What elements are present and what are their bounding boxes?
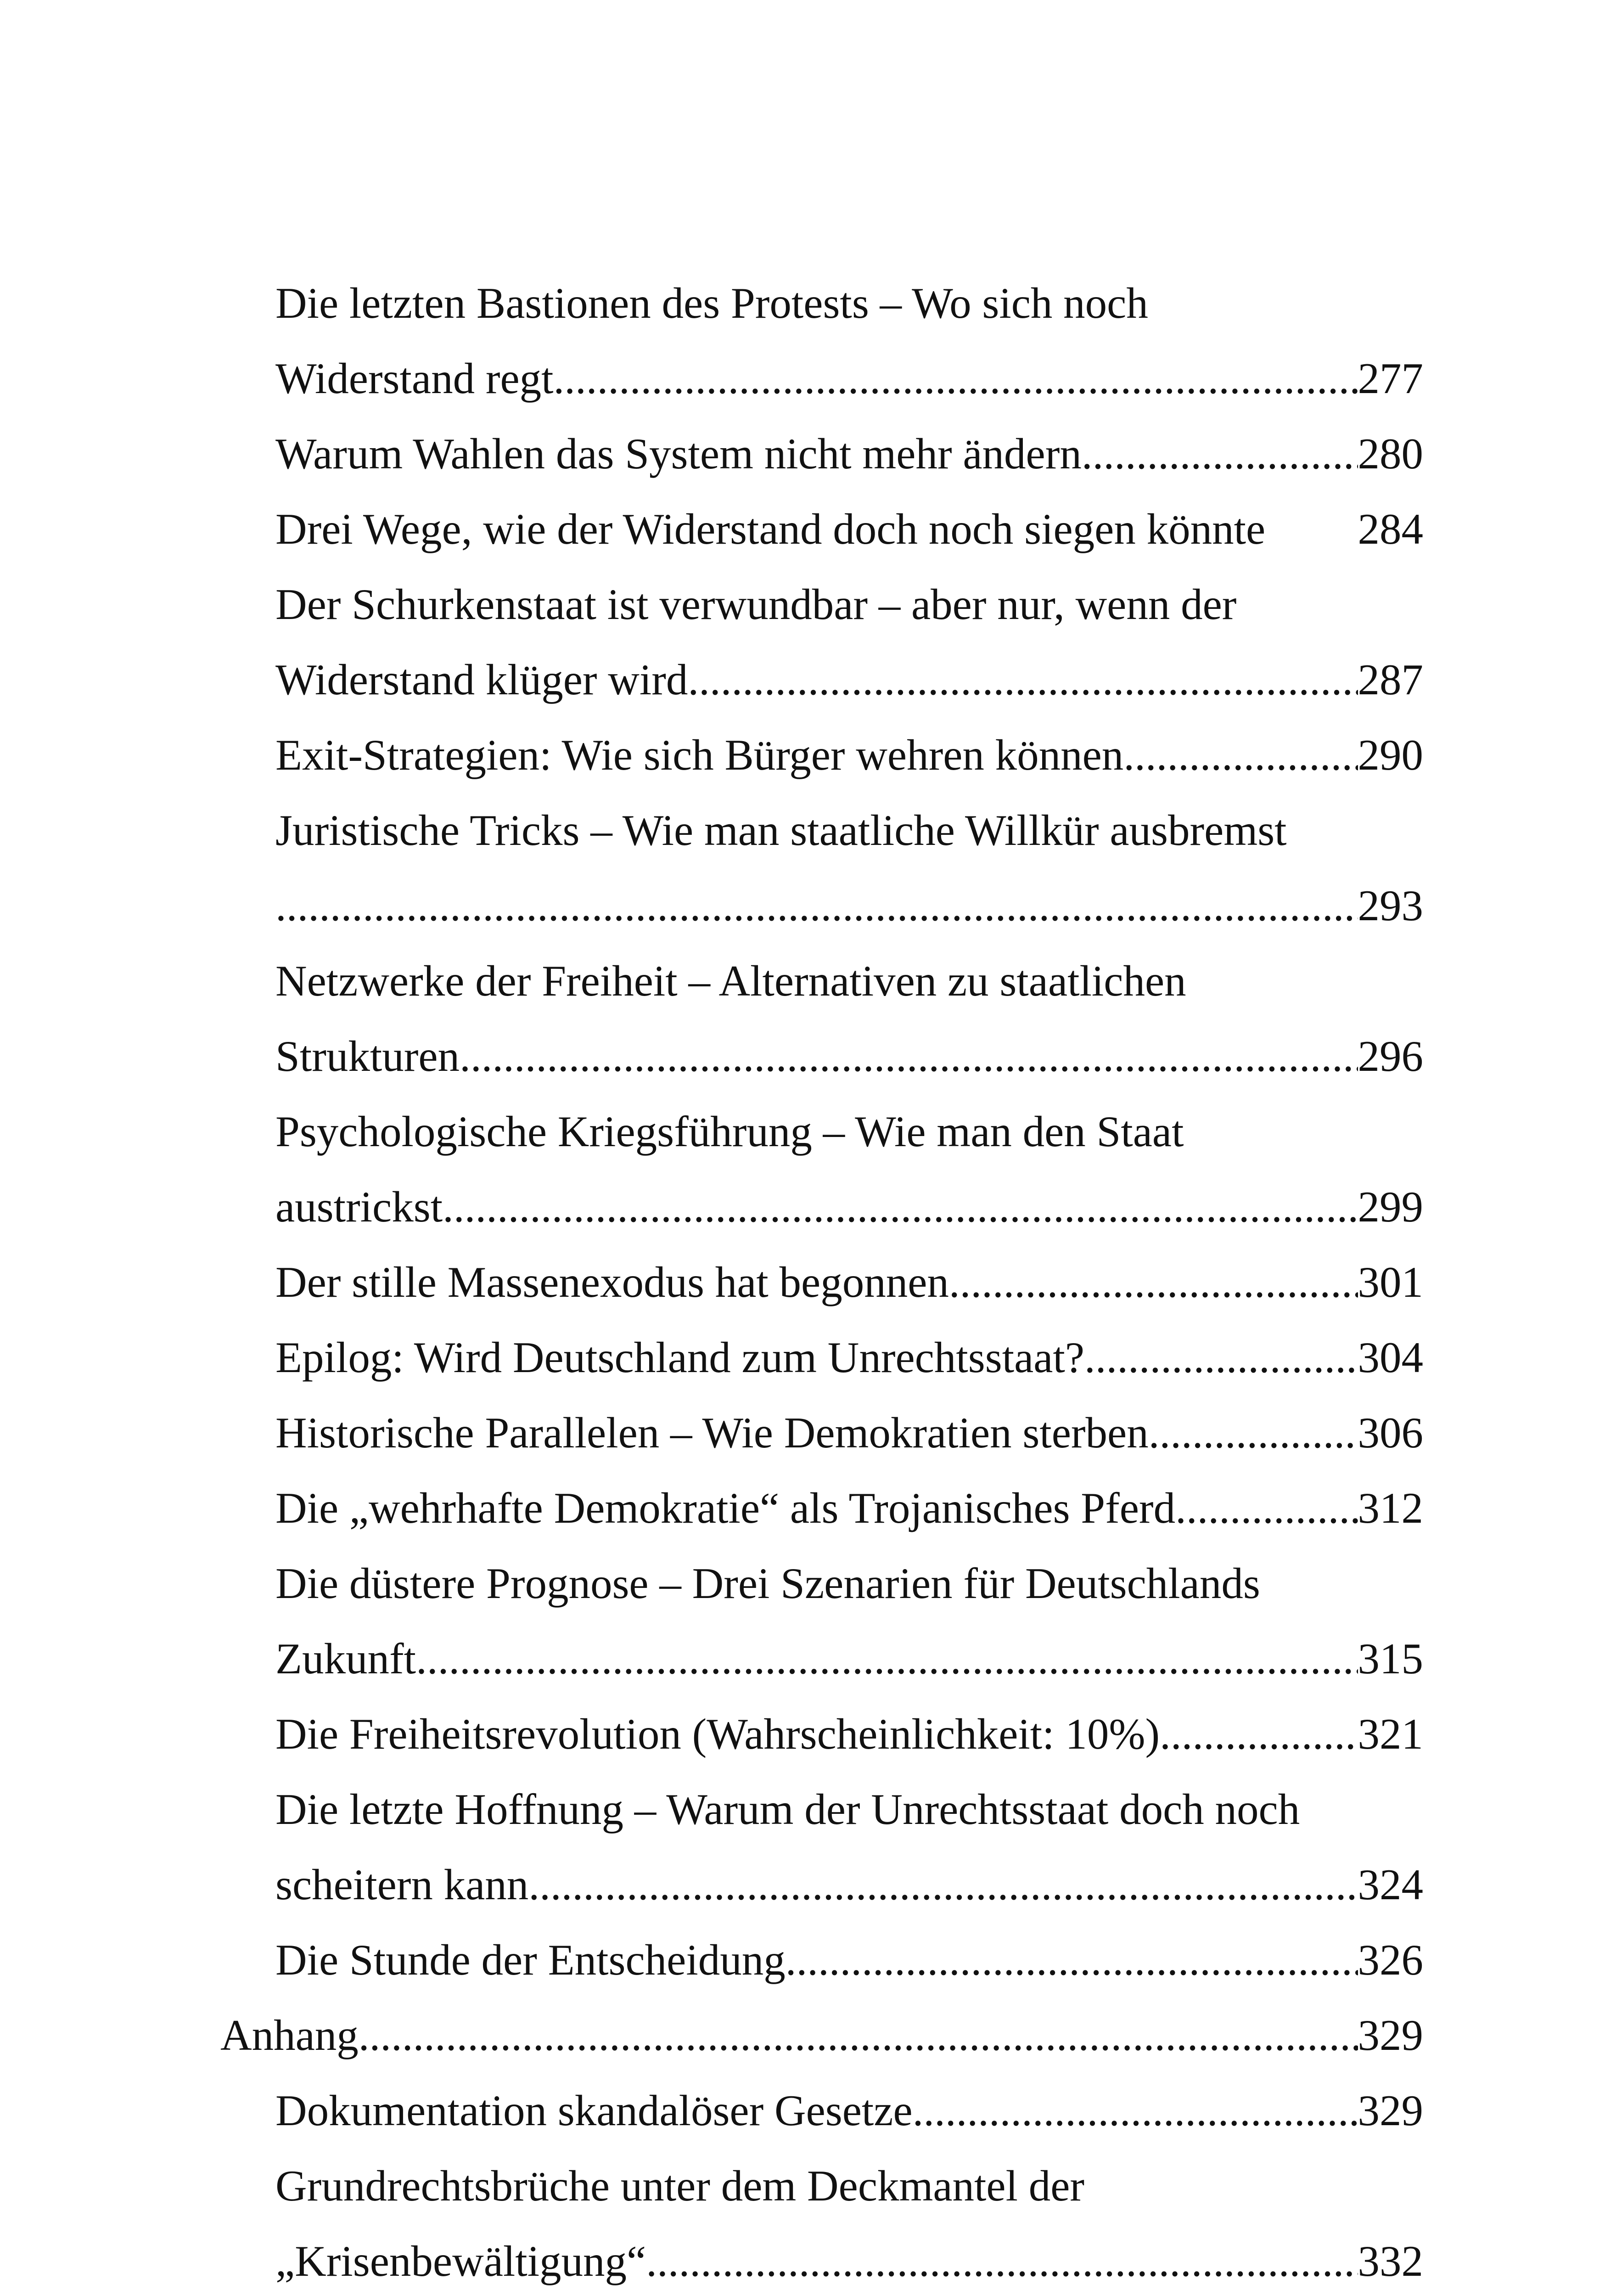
toc-entry xyxy=(220,1320,1423,1395)
toc-page-number: 299 xyxy=(1358,1182,1423,1231)
toc-entry-title: Die Stunde der Entscheidung xyxy=(275,1936,786,1984)
toc-page-number: 284 xyxy=(1358,505,1423,553)
toc-chapter-entry xyxy=(220,1998,1423,2073)
toc-entry xyxy=(220,416,1423,491)
dot-leader xyxy=(1084,1320,1358,1395)
toc-entry xyxy=(220,1019,1423,1094)
toc-entry xyxy=(220,1696,1423,1772)
toc-page-number: 326 xyxy=(1358,1936,1423,1984)
toc-entry-title: Die Freiheitsrevolution (Wahrscheinlichkeit: 10%) xyxy=(275,1710,1160,1758)
toc-page-number: 324 xyxy=(1358,1860,1423,1909)
toc-entry-title: Widerstand klüger wird xyxy=(275,655,688,704)
dot-leader xyxy=(786,1922,1358,1998)
dot-leader xyxy=(1082,416,1358,491)
toc-entry-title: Warum Wahlen das System nicht mehr ändern xyxy=(275,429,1082,478)
toc-entry xyxy=(220,1922,1423,1998)
toc-entry-title: Die düstere Prognose – Drei Szenarien für Deutschlands xyxy=(275,1559,1260,1608)
toc-entry xyxy=(220,868,1423,943)
toc-entry xyxy=(220,491,1423,567)
toc-entry-line xyxy=(220,1546,1423,1621)
toc-entry-title: Widerstand regt xyxy=(275,354,554,403)
toc-entry xyxy=(220,1169,1423,1244)
dot-leader xyxy=(359,1998,1358,2073)
toc-page-number: 293 xyxy=(1358,881,1423,930)
toc-entry-line xyxy=(220,943,1423,1019)
toc-entry xyxy=(220,341,1423,416)
dot-leader xyxy=(528,1847,1358,1922)
toc-entry-title: Psychologische Kriegsführung – Wie man den Staat xyxy=(275,1107,1184,1156)
toc-entry-line xyxy=(220,793,1423,868)
toc-entry-title: scheitern kann xyxy=(275,1860,529,1909)
toc-entry-line xyxy=(220,1772,1423,1847)
dot-leader xyxy=(416,1621,1358,1696)
toc-entry-title: Der stille Massenexodus hat begonnen xyxy=(275,1258,949,1306)
toc-page-number: 315 xyxy=(1358,1634,1423,1683)
toc-entry xyxy=(220,2073,1423,2148)
dot-leader xyxy=(443,1169,1358,1244)
table-of-contents xyxy=(220,265,1423,2296)
dot-leader xyxy=(460,1019,1358,1094)
toc-entry-title: Die „wehrhafte Demokratie“ als Trojanisches Pferd xyxy=(275,1484,1176,1532)
toc-entry-title: „Krisenbewältigung“ xyxy=(275,2237,646,2285)
dot-leader xyxy=(1149,1395,1358,1470)
toc-page-number: 332 xyxy=(1358,2237,1423,2285)
toc-entry xyxy=(220,2223,1423,2296)
toc-page-number: 304 xyxy=(1358,1333,1423,1382)
dot-leader xyxy=(913,2073,1358,2148)
toc-entry-title: Juristische Tricks – Wie man staatliche Willkür ausbremst xyxy=(275,806,1287,855)
toc-page-number: 312 xyxy=(1358,1484,1423,1532)
toc-entry-title: Die letzten Bastionen des Protests – Wo sich noch xyxy=(275,279,1148,327)
toc-page-number: 306 xyxy=(1358,1408,1423,1457)
toc-entry-line xyxy=(220,2148,1423,2223)
toc-entry xyxy=(220,1621,1423,1696)
dot-leader xyxy=(554,341,1358,416)
toc-entry-title: Netzwerke der Freiheit – Alternativen zu staatlichen xyxy=(275,957,1186,1005)
dot-leader xyxy=(1175,1470,1358,1546)
toc-page-number: 296 xyxy=(1358,1032,1423,1080)
toc-entry xyxy=(220,1847,1423,1922)
dot-leader xyxy=(1123,717,1358,793)
toc-entry-title: Strukturen xyxy=(275,1032,460,1080)
toc-page-number: 329 xyxy=(1358,2086,1423,2135)
toc-entry-title: Der Schurkenstaat ist verwundbar – aber nur, wenn der xyxy=(275,580,1237,629)
toc-entry xyxy=(220,1395,1423,1470)
toc-entry-title: Historische Parallelen – Wie Demokratien sterben xyxy=(275,1408,1149,1457)
toc-entry-title: Drei Wege, wie der Widerstand doch noch siegen könnte xyxy=(275,505,1266,553)
toc-page-number: 301 xyxy=(1358,1258,1423,1306)
toc-entry-title: Die letzte Hoffnung – Warum der Unrechtsstaat doch noch xyxy=(275,1785,1300,1834)
toc-entry-title: austrickst xyxy=(275,1182,443,1231)
dot-leader xyxy=(646,2223,1358,2296)
dot-leader xyxy=(275,868,1358,943)
toc-page-number: 329 xyxy=(1358,2011,1423,2060)
toc-entry-title: Zukunft xyxy=(275,1634,416,1683)
toc-entry xyxy=(220,1470,1423,1546)
dot-leader xyxy=(688,642,1358,717)
toc-entry-line xyxy=(220,567,1423,642)
toc-page-number: 277 xyxy=(1358,354,1423,403)
toc-entry-title: Epilog: Wird Deutschland zum Unrechtsstaat? xyxy=(275,1333,1084,1382)
dot-leader xyxy=(1160,1696,1358,1772)
dot-leader xyxy=(949,1244,1358,1320)
toc-entry xyxy=(220,642,1423,717)
toc-page-number: 290 xyxy=(1358,731,1423,779)
toc-page-number: 280 xyxy=(1358,429,1423,478)
toc-chapter-title: Anhang xyxy=(220,2011,359,2060)
toc-entry-line xyxy=(220,265,1423,341)
toc-page-number: 287 xyxy=(1358,655,1423,704)
toc-entry-title: Grundrechtsbrüche unter dem Deckmantel der xyxy=(275,2161,1085,2210)
toc-page-number: 321 xyxy=(1358,1710,1423,1758)
toc-entry xyxy=(220,1244,1423,1320)
toc-entry-line xyxy=(220,1094,1423,1169)
toc-entry xyxy=(220,717,1423,793)
toc-entry-title: Dokumentation skandalöser Gesetze xyxy=(275,2086,913,2135)
toc-entry-title: Exit-Strategien: Wie sich Bürger wehren können xyxy=(275,731,1124,779)
